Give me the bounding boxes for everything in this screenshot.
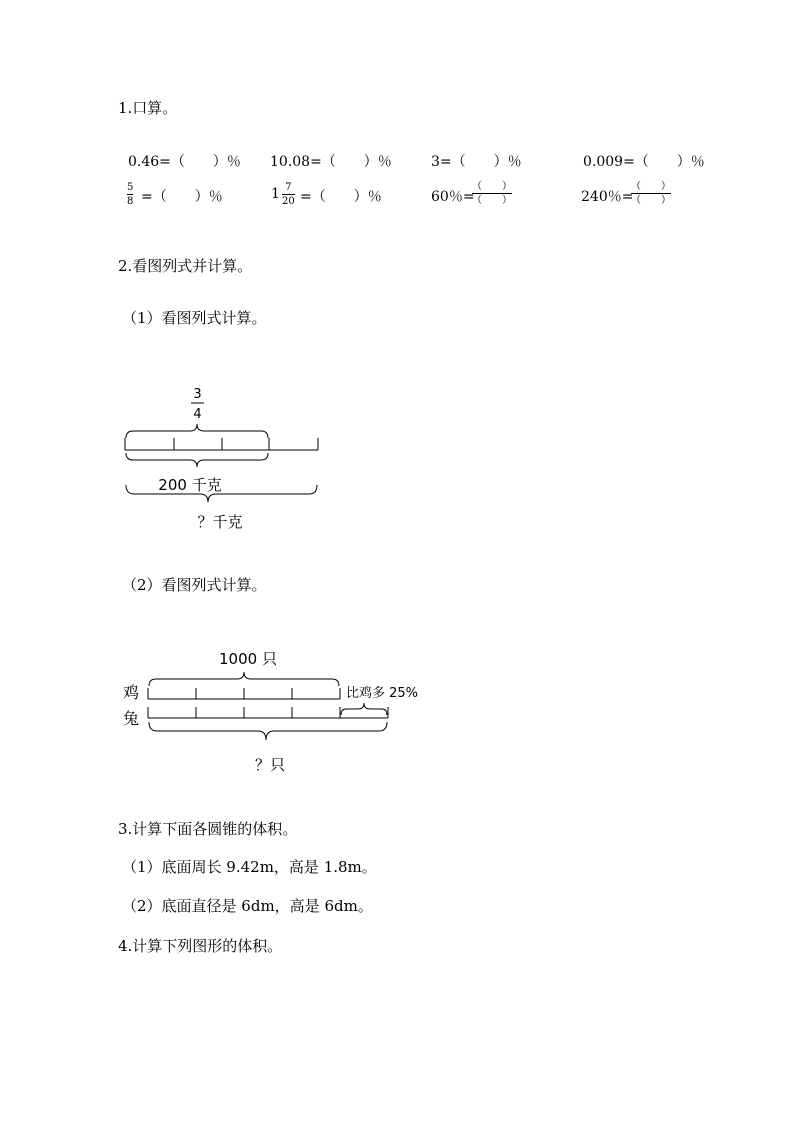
brace-1000	[149, 672, 339, 686]
oral-item-2: 10.08=（ ）％	[270, 154, 392, 170]
fraction-denominator: （ ）	[631, 195, 671, 206]
q1-title: 1.口算。	[118, 99, 178, 117]
q2-title: 2.看图列式并计算。	[118, 257, 253, 275]
label-unknown-count: ？只	[254, 756, 286, 774]
fraction-numerator: 5	[127, 182, 134, 193]
label-chicken: 鸡	[122, 683, 140, 702]
oral-item-8-head: 240％=	[581, 189, 634, 205]
brace-total	[149, 722, 387, 740]
q2-sub1: （1）看图列式计算。	[122, 309, 267, 327]
oral-item-1: 0.46=（ ）％	[128, 154, 241, 170]
fraction-numerator: 7	[285, 182, 292, 193]
fraction-denominator: 8	[127, 196, 134, 207]
label-rabbit: 兔	[122, 709, 140, 728]
label-200-kg: 200 千克	[158, 476, 222, 494]
bottom-brace-200	[126, 453, 268, 467]
oral-item-6-tail: =（ ）％	[300, 189, 382, 205]
brace-25-percent	[341, 703, 387, 715]
q3-title: 3.计算下面各圆锥的体积。	[118, 820, 298, 838]
label-more-25: 比鸡多 25%	[346, 686, 419, 701]
oral-item-3: 3=（ ）％	[431, 154, 522, 170]
q3-item-1: （1）底面周长 9.42m，高是 1.8m。	[122, 858, 377, 876]
oral-item-5-tail: =（ ）％	[141, 189, 223, 205]
fraction-numerator: （ ）	[631, 181, 671, 192]
label-1000: 1000 只	[219, 650, 277, 668]
mixed-whole: 1	[271, 186, 280, 202]
fraction-denominator: 4	[193, 407, 202, 422]
fraction-denominator: （ ）	[472, 195, 512, 206]
fraction-denominator: 20	[282, 196, 295, 207]
oral-item-7-head: 60％=	[431, 189, 475, 205]
fraction-numerator: （ ）	[472, 181, 512, 192]
top-brace	[126, 424, 268, 438]
label-unknown-kg: ？千克	[197, 513, 243, 531]
q4-title: 4.计算下列图形的体积。	[118, 937, 283, 955]
q3-item-2: （2）底面直径是 6dm，高是 6dm。	[122, 897, 373, 915]
fraction-numerator: 3	[193, 387, 202, 402]
q2-sub2: （2）看图列式计算。	[122, 576, 267, 594]
oral-item-4: 0.009=（ ）％	[583, 154, 705, 170]
